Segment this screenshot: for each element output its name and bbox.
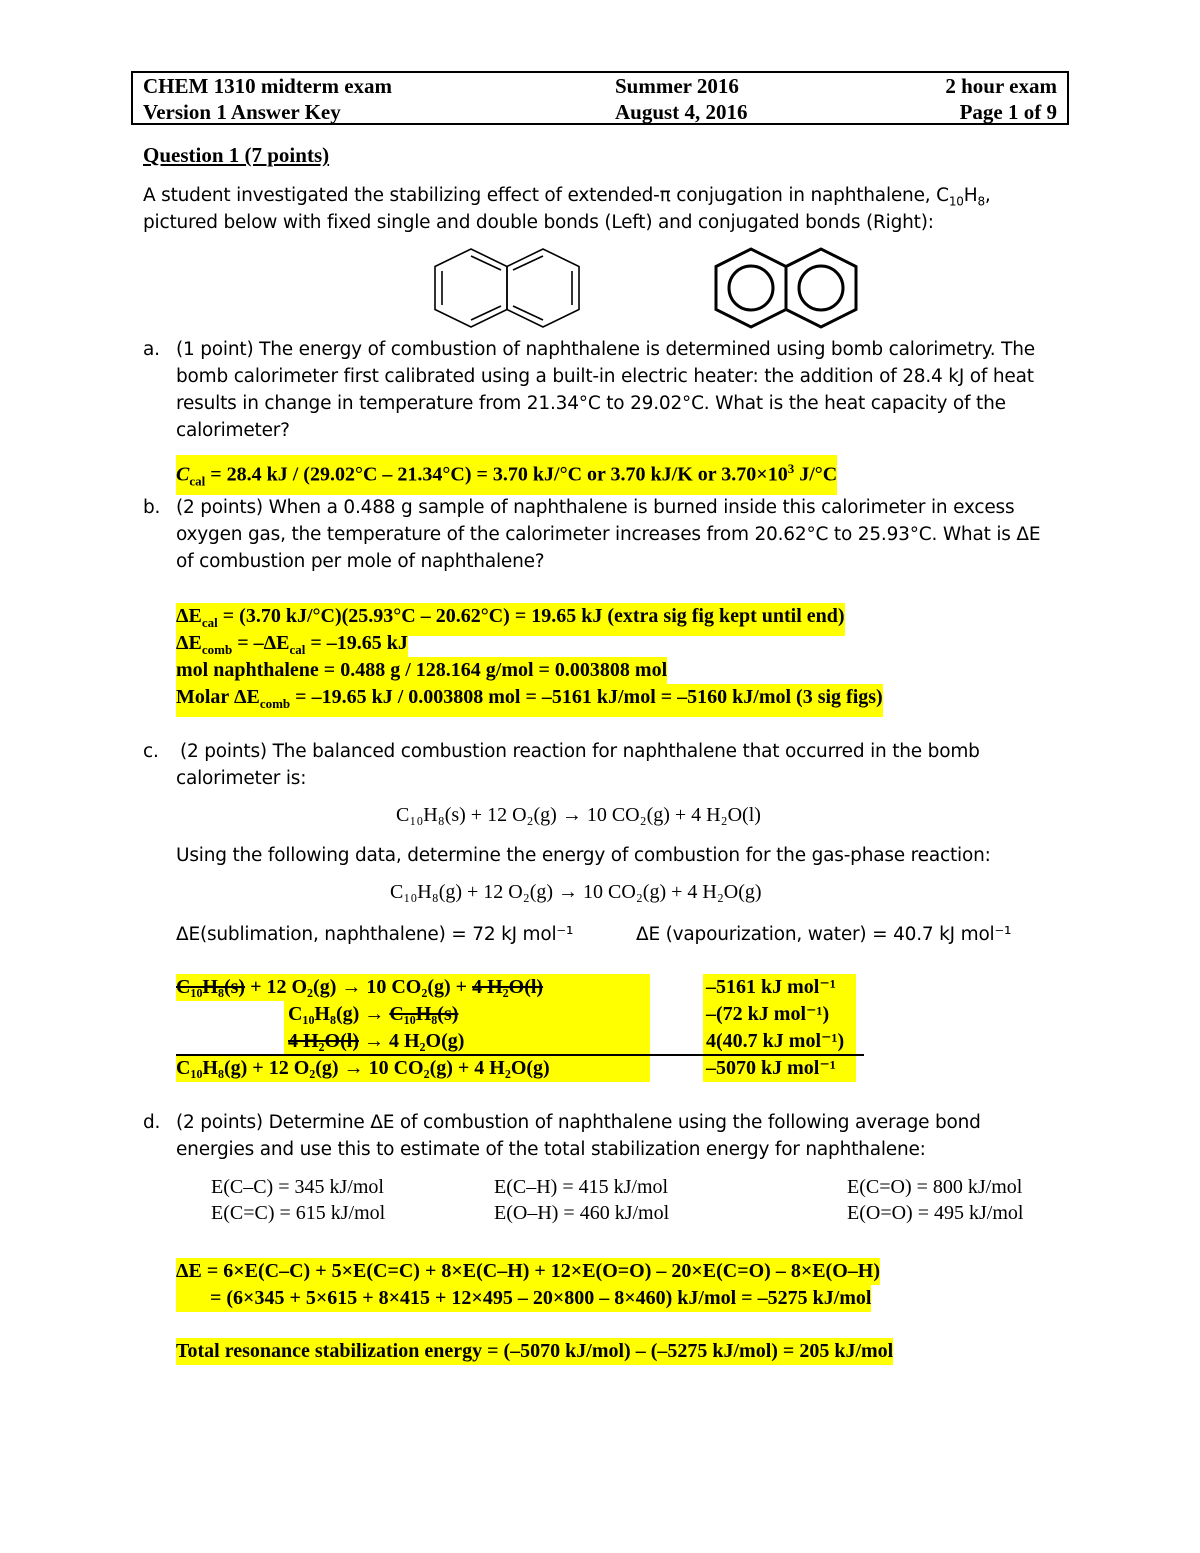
vaporization-data: ΔE (vapourization, water) = 40.7 kJ mol⁻¹ [636, 924, 1012, 945]
part-b-answer-3: mol naphthalene = 0.488 g / 128.164 g/mol = 0.003808 mol [176, 657, 667, 684]
hess-row-3 [288, 1028, 464, 1055]
answer-subscript: cal [189, 473, 206, 489]
answer-text: J/°C [794, 463, 838, 486]
exam-version: Version 1 Answer Key [143, 100, 341, 124]
part-d-line-2: energies and use this to estimate of the total stabilization energy for naphthalene: [176, 1139, 926, 1160]
intro-subscript: 8 [977, 194, 985, 209]
hess-row-2 [288, 1001, 458, 1028]
struck-term: C₁₀H₈(s) [389, 1003, 459, 1025]
answer-text: C [176, 463, 190, 486]
part-c-line-2: calorimeter is: [176, 768, 307, 789]
exam-date: August 4, 2016 [615, 100, 748, 124]
answer-superscript: 3 [787, 461, 795, 476]
intro-subscript: 10 [948, 194, 964, 209]
part-a-label: a. [143, 339, 160, 360]
exam-duration: 2 hour exam [945, 74, 1057, 98]
part-a-answer [176, 455, 837, 495]
reaction-liquid-water: C₁₀H₈(s) + 12 O₂(g) → 10 CO₂(g) + 4 H₂O(l) [396, 804, 761, 826]
exam-term: Summer 2016 [615, 74, 739, 98]
struck-term: 4 H₂O(l) [472, 976, 544, 998]
hess-row-1-value: –5161 kJ mol⁻¹ [706, 976, 836, 998]
answer-text: ΔE [176, 605, 202, 627]
answer-text: Molar ΔE [176, 686, 260, 708]
course-title: CHEM 1310 midterm exam [143, 74, 393, 98]
intro-text: H [963, 185, 978, 206]
part-b-answer-4 [176, 684, 883, 717]
part-d-label: d. [143, 1112, 161, 1133]
exam-header [131, 71, 1069, 125]
row-text: + 12 O₂(g) → 10 CO₂(g) + [245, 976, 473, 998]
answer-text: ΔE [176, 632, 202, 654]
row-text: → 4 H₂O(g) [359, 1030, 465, 1052]
hess-row-3-value: 4(40.7 kJ mol⁻¹) [706, 1030, 845, 1052]
answer-text: = 28.4 kJ / (29.02°C – 21.34°C) = 3.70 kJ/°C or 3.70 kJ/K or 3.70×10 [205, 463, 788, 486]
part-a-line-2: bomb calorimeter first calibrated using a built-in electric heater: the addition of 28.4 kJ of heat [176, 366, 1034, 387]
hess-row-2-value: –(72 kJ mol⁻¹) [706, 1003, 830, 1025]
struck-term: C₁₀H₈(s) [176, 976, 246, 998]
bond-energy: E(C=O) = 800 kJ/mol [847, 1176, 1023, 1198]
answer-text: = –ΔE [232, 632, 290, 654]
bond-energy: E(C=C) = 615 kJ/mol [211, 1202, 386, 1224]
naphthalene-resonance-structure [710, 245, 860, 331]
part-d-answer-2: = (6×345 + 5×615 + 8×415 + 12×495 – 20×800 – 8×460) kJ/mol = –5275 kJ/mol [176, 1285, 871, 1312]
hess-row-1 [176, 974, 543, 1001]
intro-line-2: pictured below with fixed single and double bonds (Left) and conjugated bonds (Right): [143, 212, 934, 233]
part-c-label: c. [143, 741, 159, 762]
struck-term: 4 H₂O(l) [288, 1030, 359, 1052]
part-c-line-1: (2 points) The balanced combustion reaction for naphthalene that occurred in the bomb [180, 741, 980, 762]
answer-subscript: comb [201, 642, 233, 657]
bond-energy: E(O–H) = 460 kJ/mol [494, 1202, 670, 1224]
naphthalene-kekule-structure [425, 245, 585, 331]
part-b-label: b. [143, 497, 161, 518]
part-a-line-4: calorimeter? [176, 420, 290, 441]
answer-subscript: cal [201, 615, 218, 630]
part-c-line-3: Using the following data, determine the energy of combustion for the gas-phase reaction: [176, 845, 991, 866]
page-number: Page 1 of 9 [959, 100, 1057, 124]
hess-row-sum: C₁₀H₈(g) + 12 O₂(g) → 10 CO₂(g) + 4 H₂O(g) [176, 1057, 550, 1079]
sublimation-data: ΔE(sublimation, naphthalene) = 72 kJ mol⁻¹ [176, 924, 574, 945]
question-title: Question 1 (7 points) [143, 143, 330, 167]
part-d-answer-1: ΔE = 6×E(C–C) + 5×E(C=C) + 8×E(C–H) + 12×E(O=O) – 20×E(C=O) – 8×E(O–H) [176, 1258, 880, 1285]
intro-text: , [984, 185, 991, 206]
part-b-line-2: oxygen gas, the temperature of the calorimeter increases from 20.62°C to 25.93°C. What is ΔE [176, 524, 1041, 545]
reaction-gas-phase: C₁₀H₈(g) + 12 O₂(g) → 10 CO₂(g) + 4 H₂O(g) [390, 881, 762, 903]
bond-energy: E(C–H) = 415 kJ/mol [494, 1176, 669, 1198]
bond-energy: E(O=O) = 495 kJ/mol [847, 1202, 1024, 1224]
part-a-line-1: (1 point) The energy of combustion of naphthalene is determined using bomb calorimetry. The [176, 339, 1035, 360]
intro-text: A student investigated the stabilizing effect of extended-π conjugation in naphthalene, C [143, 185, 949, 206]
answer-text: = –19.65 kJ / 0.003808 mol = –5161 kJ/mol = –5160 kJ/mol (3 sig figs) [290, 686, 883, 708]
part-d-answer-3: Total resonance stabilization energy = (–5070 kJ/mol) – (–5275 kJ/mol) = 205 kJ/mol [176, 1338, 893, 1365]
part-a-line-3: results in change in temperature from 21.34°C to 29.02°C. What is the heat capacity of the [176, 393, 1006, 414]
answer-subscript: cal [289, 642, 306, 657]
answer-subscript: comb [259, 696, 291, 711]
bond-energy: E(C–C) = 345 kJ/mol [211, 1176, 384, 1198]
hess-row-sum-value: –5070 kJ mol⁻¹ [706, 1057, 836, 1079]
row-text: C₁₀H₈(g) → [288, 1003, 390, 1025]
part-b-line-1: (2 points) When a 0.488 g sample of naphthalene is burned inside this calorimeter in excess [176, 497, 1015, 518]
answer-text: = –19.65 kJ [305, 632, 408, 654]
answer-text: = (3.70 kJ/°C)(25.93°C – 20.62°C) = 19.65 kJ (extra sig fig kept until end) [217, 605, 845, 627]
part-b-line-3: of combustion per mole of naphthalene? [176, 551, 545, 572]
part-d-line-1: (2 points) Determine ΔE of combustion of naphthalene using the following average bond [176, 1112, 981, 1133]
